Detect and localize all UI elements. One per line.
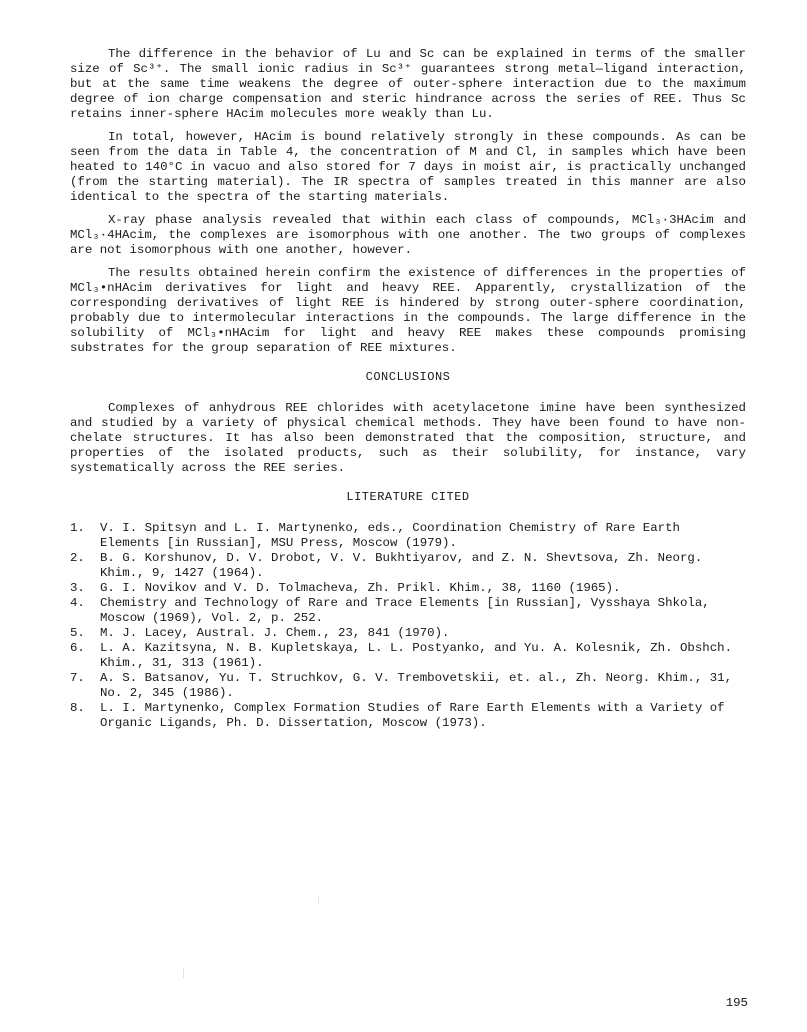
reference-item (70, 551, 746, 581)
reference-number: 3. (70, 581, 85, 595)
reference-number: 8. (70, 701, 85, 715)
body-text (70, 47, 746, 356)
reference-text: L. A. Kazitsyna, N. B. Kupletskaya, L. L. Postyanko, and Yu. A. Kolesnik, Zh. Obshch. Khim., 31, 313 (1961). (100, 641, 733, 670)
reference-text: V. I. Spitsyn and L. I. Martynenko, eds., Coordination Chemistry of Rare Earth Elements [in Russian], MSU Press, Moscow (1979). (100, 521, 680, 550)
reference-item (70, 581, 746, 596)
conclusions-heading: CONCLUSIONS (365, 370, 451, 384)
paragraph: In total, however, HAcim is bound relatively strongly in these compounds. As can be seen from the data in Table 4, the concentration of M and Cl, in samples which have been heated to 140°C in vacuo and also stored for 7 days in moist air, is practically unchanged (from the starting material). The IR spectra of samples treated in this manner are also identical to the spectra of the starting materials. (70, 130, 746, 204)
literature-heading: LITERATURE CITED (346, 490, 470, 504)
scan-mark (183, 968, 184, 978)
reference-text: L. I. Martynenko, Complex Formation Studies of Rare Earth Elements with a Variety of Organic Ligands, Ph. D. Dissertation, Moscow (1973). (100, 701, 725, 730)
reference-text: G. I. Novikov and V. D. Tolmacheva, Zh. Prikl. Khim., 38, 1160 (1965). (100, 581, 621, 595)
reference-text: B. G. Korshunov, D. V. Drobot, V. V. Bukhtiyarov, and Z. N. Shevtsova, Zh. Neorg. Khim., 9, 1427 (1964). (100, 551, 703, 580)
scan-mark (318, 895, 319, 903)
reference-number: 5. (70, 626, 85, 640)
reference-number: 7. (70, 671, 85, 685)
page-number: 195 (725, 996, 748, 1010)
reference-item (70, 626, 746, 641)
reference-number: 1. (70, 521, 85, 535)
reference-number: 2. (70, 551, 85, 565)
paragraph: X-ray phase analysis revealed that within each class of compounds, MCl₃·3HAcim and MCl₃·4HAcim, the complexes are isomorphous with one another. The two groups of complexes are not isomorphous with one another, however. (70, 213, 746, 257)
reference-number: 6. (70, 641, 85, 655)
reference-text: A. S. Batsanov, Yu. T. Struchkov, G. V. Trembovetskii, et. al., Zh. Neorg. Khim., 31, No. 2, 345 (1986). (100, 671, 733, 700)
conclusions-section (70, 370, 746, 476)
reference-item (70, 596, 746, 626)
reference-item (70, 641, 746, 671)
conclusions-text: Complexes of anhydrous REE chlorides with acetylacetone imine have been synthesized and studied by a variety of physical chemical methods. They have been found to have non-chelate structures. It has also been demonstrated that the composition, structure, and properties of the isolated products, such as their solubility, for instance, vary systematically across the REE series. (70, 401, 746, 475)
reference-item (70, 701, 746, 731)
reference-item (70, 521, 746, 551)
reference-text: M. J. Lacey, Austral. J. Chem., 23, 841 (1970). (100, 626, 450, 640)
paragraph: The difference in the behavior of Lu and Sc can be explained in terms of the smaller size of Sc³⁺. The small ionic radius in Sc³⁺ guarantees strong metal—ligand interaction, but at the same time weakens the degree of outer-sphere interaction due to the maximum degree of ion charge compensation and steric hindrance across the series of REE. Thus Sc retains inner-sphere HAcim molecules more weakly than Lu. (70, 47, 746, 121)
reference-list (70, 521, 746, 731)
reference-item (70, 671, 746, 701)
reference-number: 4. (70, 596, 85, 610)
paragraph: The results obtained herein confirm the existence of differences in the properties of MCl₃•nHAcim derivatives for light and heavy REE. Apparently, crystallization of the corresponding derivatives of light REE is hindered by strong outer-sphere coordination, probably due to intermolecular interactions in the compounds. The large difference in the solubility of MCl₃•nHAcim for light and heavy REE makes these compounds promising substrates for the group separation of REE mixtures. (70, 266, 746, 355)
reference-text: Chemistry and Technology of Rare and Trace Elements [in Russian], Vysshaya Shkola, Moscow (1969), Vol. 2, p. 252. (100, 596, 710, 625)
page-content (70, 47, 746, 731)
literature-section (70, 490, 746, 731)
